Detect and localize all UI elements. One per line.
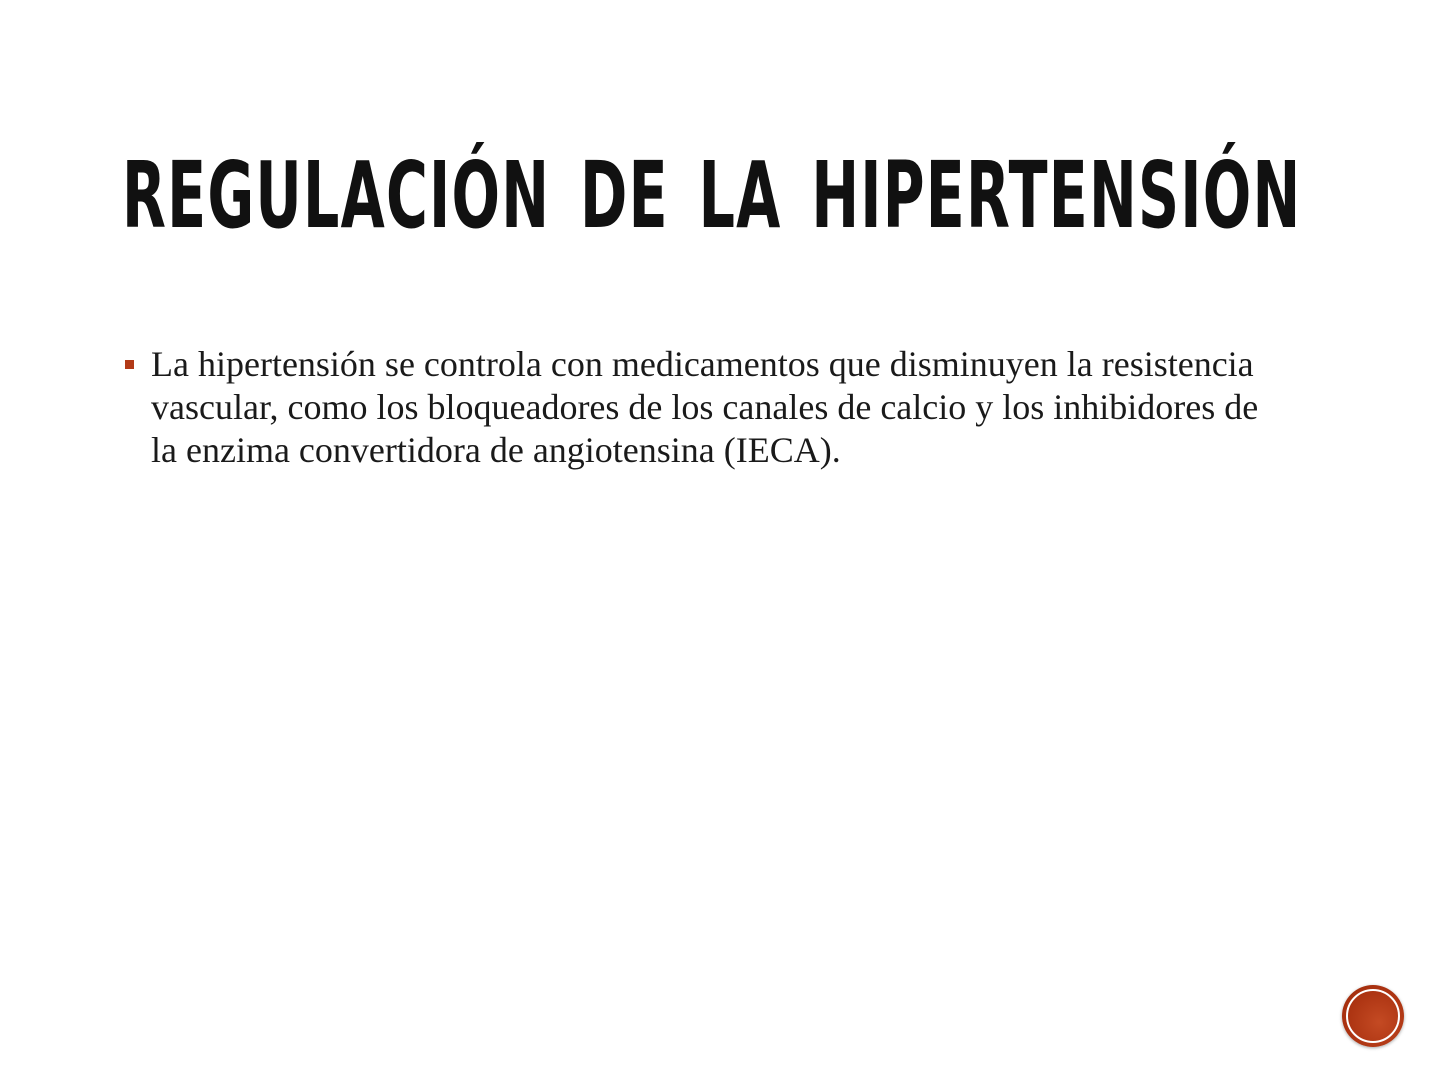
slide-title: REGULACIÓN DE LA HIPERTENSIÓN <box>122 142 1302 249</box>
bullet-list <box>122 343 1282 472</box>
bullet-text: La hipertensión se controla con medicamentos que disminuyen la resistencia vascular, como los bloqueadores de los canales de calcio y los inhibidores de la enzima convertidora de angiotensina (IECA). <box>151 344 1259 470</box>
bullet-item <box>122 343 1282 472</box>
square-bullet-icon <box>125 360 134 369</box>
circle-nav-icon[interactable] <box>1342 985 1404 1047</box>
circle-ring <box>1346 989 1400 1043</box>
